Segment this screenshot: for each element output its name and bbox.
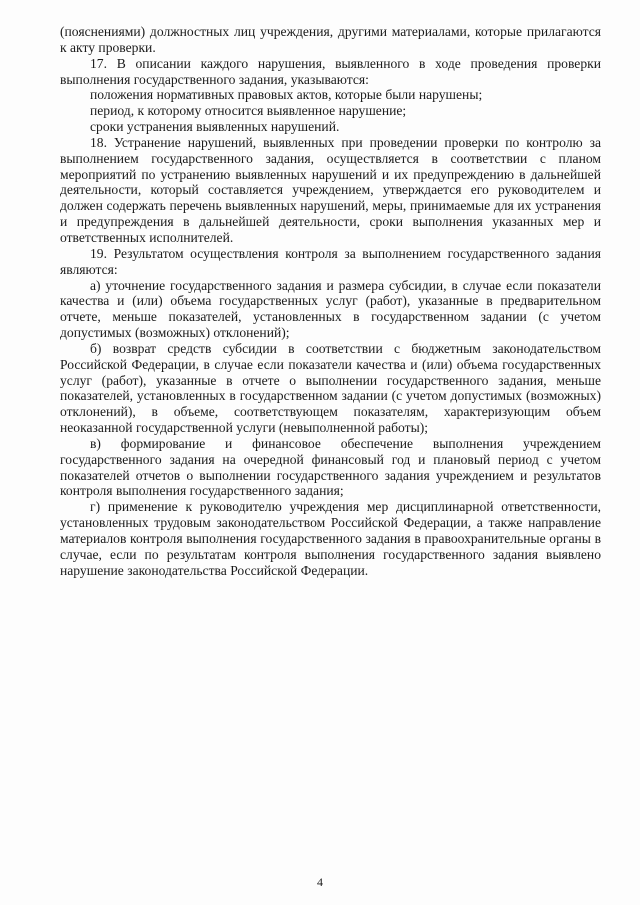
paragraph-19-a: а) уточнение государственного задания и размера субсидии, в случае если показатели качества и (или) объема государственных услуг (работ), указанные в предварительном отчете, меньше показателей, установленных в государственном задании (с учетом допустимых (возможных) отклонений);: [60, 277, 601, 341]
list-item-elimination-deadlines: сроки устранения выявленных нарушений.: [90, 119, 340, 135]
paragraph-19-b: б) возврат средств субсидии в соответствии с бюджетным законодательством Российской Федерации, в случае если показатели качества и (или) объема государственных услуг (работ), указанные в отчете о выполнении государственного задания, меньше показателей, установленных в государственном задании (с учетом допустимых (возможных) отклонений), в объеме, соответствующем показателям, характеризующим объем неоказанной государственной услуги (невыполненной работы);: [60, 340, 601, 436]
paragraph-19-v: в) формирование и финансовое обеспечение выполнения учреждением государственного задания на очередной финансовый год и плановый период с учетом показателей отчетов о выполнении государственного задания учреждением и результатов контроля выполнения государственного задания;: [60, 435, 601, 499]
paragraph-19: 19. Результатом осуществления контроля за выполнением государственного задания являются:: [60, 245, 601, 277]
paragraph-17: 17. В описании каждого нарушения, выявленного в ходе проведения проверки выполнения государственного задания, указываются:: [60, 55, 601, 87]
paragraph-18: 18. Устранение нарушений, выявленных при проведении проверки по контролю за выполнением государственного задания, осуществляется в соответствии с планом мероприятий по устранению выявленных нарушений и их предупреждению в дальнейшей деятельности, который составляется учреждением, утверждается его руководителем и должен содержать перечень выявленных нарушений, меры, принимаемые для их устранения и предупреждения в дальнейшей деятельности, сроки выполнения указанных мер и ответственных исполнителей.: [60, 134, 601, 245]
document-body: [60, 24, 601, 579]
page-number: 4: [317, 875, 323, 889]
list-item-violation-period: период, к которому относится выявленное нарушение;: [90, 103, 407, 119]
list-item-legal-provisions: положения нормативных правовых актов, которые были нарушены;: [90, 87, 483, 103]
paragraph-continuation: (пояснениями) должностных лиц учреждения, другими материалами, которые прилагаются к акту проверки.: [60, 24, 601, 55]
paragraph-19-g: г) применение к руководителю учреждения мер дисциплинарной ответственности, установленных трудовым законодательством Российской Федерации, а также направление материалов контроля выполнения государственного задания в правоохранительные органы в случае, если по результатам контроля выполнения государственного задания выявлено нарушение законодательства Российской Федерации.: [60, 499, 601, 578]
